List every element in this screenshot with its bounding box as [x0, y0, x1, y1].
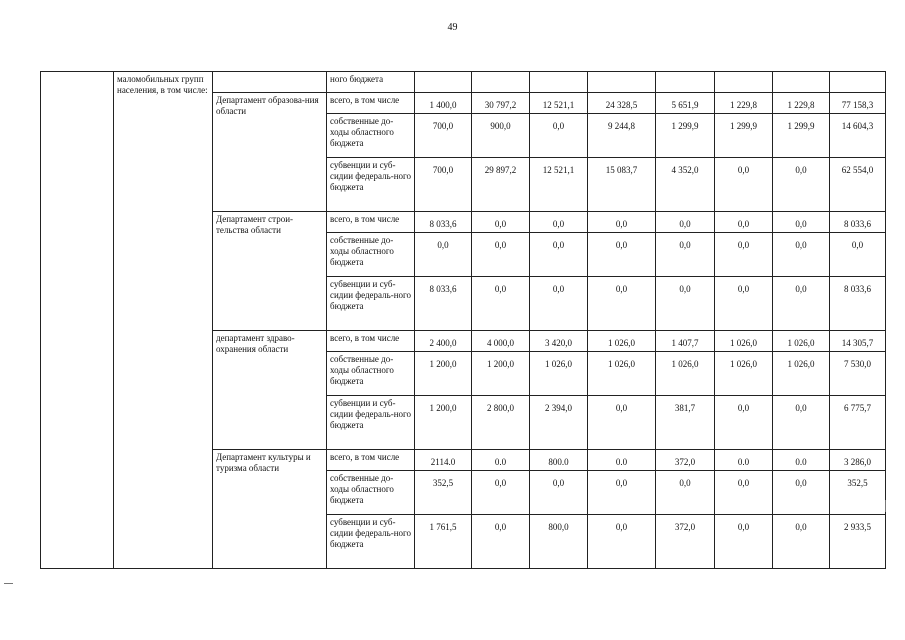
value-cell: 2 800,0	[472, 396, 530, 450]
value-cell: 12 521,1	[530, 158, 588, 212]
row-label: всего, в том числе	[327, 93, 415, 114]
value-cell: 2 400,0	[415, 331, 472, 352]
value-cell: 0,0	[773, 471, 830, 515]
value-cell: 900,0	[472, 114, 530, 158]
value-cell: 0,0	[415, 233, 472, 277]
department-cell	[213, 72, 327, 93]
value-cell: 0,0	[773, 396, 830, 450]
value-cell: 1 026,0	[715, 352, 773, 396]
value-cell: 0,0	[530, 233, 588, 277]
value-cell: 2 933,5	[830, 515, 886, 569]
value-cell: 14 604,3	[830, 114, 886, 158]
value-cell: 372,0	[656, 515, 715, 569]
value-cell	[472, 72, 530, 93]
value-cell: 1 229,8	[715, 93, 773, 114]
value-cell: 12 521,1	[530, 93, 588, 114]
value-cell: 15 083,7	[588, 158, 656, 212]
value-cell: 0,0	[530, 114, 588, 158]
value-cell: 0,0	[715, 233, 773, 277]
value-cell: 0,0	[773, 158, 830, 212]
value-cell: 1 026,0	[588, 352, 656, 396]
department-name: Департамент культуры и туризма области	[213, 450, 327, 569]
value-cell	[415, 72, 472, 93]
value-cell: 77 158,3	[830, 93, 886, 114]
value-cell: 0,0	[530, 212, 588, 233]
value-cell: 0,0	[588, 277, 656, 331]
value-cell: 1 761,5	[415, 515, 472, 569]
value-cell: 7 530,0	[830, 352, 886, 396]
value-cell: 2114.0	[415, 450, 472, 471]
value-cell	[530, 72, 588, 93]
scan-mark-left	[4, 583, 13, 584]
value-cell	[773, 72, 830, 93]
goal-text: маломобильных групп населения, в том числе:	[114, 72, 213, 569]
row-label: собственные до-ходы областного бюджета	[327, 471, 415, 515]
value-cell: 1 200,0	[472, 352, 530, 396]
value-cell: 8 033,6	[415, 212, 472, 233]
value-cell: 0,0	[656, 277, 715, 331]
value-cell: 3 420,0	[530, 331, 588, 352]
value-cell: 0,0	[472, 471, 530, 515]
value-cell: 4 000,0	[472, 331, 530, 352]
value-cell: 0.0	[773, 450, 830, 471]
value-cell: 1 200,0	[415, 352, 472, 396]
value-cell: 30 797,2	[472, 93, 530, 114]
value-cell: 0,0	[588, 471, 656, 515]
value-cell: 1 026,0	[588, 331, 656, 352]
row-label: субвенции и суб-сидии федераль-ного бюджета	[327, 158, 415, 212]
value-cell	[830, 72, 886, 93]
value-cell: 352,5	[830, 471, 886, 515]
value-cell: 0,0	[715, 158, 773, 212]
value-cell: 0,0	[588, 233, 656, 277]
value-cell: 0,0	[588, 396, 656, 450]
value-cell: 700,0	[415, 158, 472, 212]
value-cell: 0,0	[656, 471, 715, 515]
value-cell: 9 244,8	[588, 114, 656, 158]
value-cell: 0,0	[530, 277, 588, 331]
value-cell: 1 299,9	[715, 114, 773, 158]
value-cell: 5 651,9	[656, 93, 715, 114]
value-cell: 1 407,7	[656, 331, 715, 352]
value-cell	[656, 72, 715, 93]
value-cell: 0,0	[656, 212, 715, 233]
row-label: ного бюджета	[327, 72, 415, 93]
value-cell: 0.0	[715, 450, 773, 471]
value-cell: 0,0	[715, 277, 773, 331]
department-name: департамент здраво-охранения области	[213, 331, 327, 450]
row-label: всего, в том числе	[327, 450, 415, 471]
value-cell: 1 299,9	[656, 114, 715, 158]
value-cell: 381,7	[656, 396, 715, 450]
page-number: 49	[447, 22, 458, 33]
value-cell: 4 352,0	[656, 158, 715, 212]
value-cell: 1 026,0	[773, 331, 830, 352]
department-name: Департамент образова-ния области	[213, 93, 327, 212]
value-cell: 1 026,0	[656, 352, 715, 396]
value-cell: 0,0	[588, 212, 656, 233]
value-cell: 1 026,0	[530, 352, 588, 396]
value-cell: 0,0	[472, 233, 530, 277]
value-cell: 0,0	[588, 515, 656, 569]
table-row	[41, 72, 886, 93]
row-label: собственные до-ходы областного бюджета	[327, 233, 415, 277]
value-cell: 0,0	[715, 471, 773, 515]
value-cell: 1 400,0	[415, 93, 472, 114]
value-cell: 14 305,7	[830, 331, 886, 352]
value-cell	[588, 72, 656, 93]
value-cell: 700,0	[415, 114, 472, 158]
value-cell: 0,0	[530, 471, 588, 515]
value-cell: 1 200,0	[415, 396, 472, 450]
value-cell: 0,0	[715, 396, 773, 450]
budget-table-body	[41, 72, 886, 569]
value-cell: 0,0	[472, 277, 530, 331]
value-cell: 3 286,0	[830, 450, 886, 471]
row-label: субвенции и суб-сидии федераль-ного бюджета	[327, 396, 415, 450]
department-name: Департамент строи-тельства области	[213, 212, 327, 331]
value-cell: 0,0	[715, 212, 773, 233]
value-cell: 0,0	[472, 212, 530, 233]
value-cell: 0,0	[773, 277, 830, 331]
row-label: всего, в том числе	[327, 331, 415, 352]
value-cell: 0,0	[773, 233, 830, 277]
value-cell: 800,0	[530, 515, 588, 569]
value-cell: 352,5	[415, 471, 472, 515]
value-cell: 2 394,0	[530, 396, 588, 450]
value-cell: 1 299,9	[773, 114, 830, 158]
value-cell: 8 033,6	[830, 212, 886, 233]
value-cell: 8 033,6	[830, 277, 886, 331]
value-cell: 0,0	[773, 212, 830, 233]
row-label: собственные до-ходы областного бюджета	[327, 352, 415, 396]
value-cell: 1 229,8	[773, 93, 830, 114]
value-cell	[715, 72, 773, 93]
value-cell: 8 033,6	[415, 277, 472, 331]
row-label: субвенции и суб-сидии федераль-ного бюджета	[327, 515, 415, 569]
value-cell: 0.0	[472, 450, 530, 471]
value-cell: 6 775,7	[830, 396, 886, 450]
value-cell: 800.0	[530, 450, 588, 471]
value-cell: 372,0	[656, 450, 715, 471]
budget-table	[40, 71, 886, 569]
value-cell: 1 026,0	[715, 331, 773, 352]
value-cell: 0,0	[830, 233, 886, 277]
scan-mark-right	[885, 500, 886, 512]
value-cell: 62 554,0	[830, 158, 886, 212]
row-label: субвенции и суб-сидии федераль-ного бюджета	[327, 277, 415, 331]
blank-cell	[41, 72, 114, 569]
value-cell: 0,0	[773, 515, 830, 569]
row-label: всего, в том числе	[327, 212, 415, 233]
value-cell: 24 328,5	[588, 93, 656, 114]
value-cell: 1 026,0	[773, 352, 830, 396]
value-cell: 29 897,2	[472, 158, 530, 212]
value-cell: 0,0	[472, 515, 530, 569]
value-cell: 0,0	[715, 515, 773, 569]
value-cell: 0.0	[588, 450, 656, 471]
row-label: собственные до-ходы областного бюджета	[327, 114, 415, 158]
value-cell: 0,0	[656, 233, 715, 277]
